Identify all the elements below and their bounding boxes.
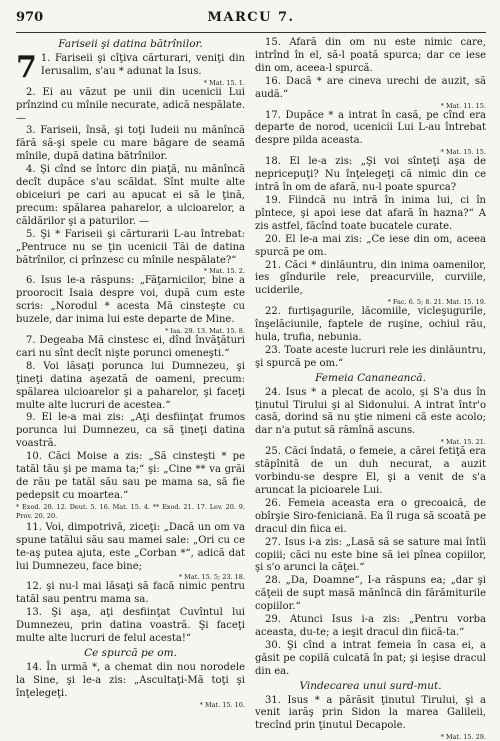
- cross-reference: * Isa. 29. 13. Mat. 15. 8.: [16, 327, 245, 335]
- cross-reference: * Mat. 15. 1.: [16, 79, 245, 87]
- cross-reference: * Mat. 15. 10.: [16, 701, 245, 709]
- section-heading: Femeia Cananeancă.: [255, 372, 486, 385]
- section-heading: Ce spurcă pe om.: [16, 647, 245, 660]
- verse-text: 16. Dacă * are cineva urechi de auzit, să audă.“: [255, 76, 486, 100]
- text-columns: [16, 37, 486, 741]
- verse-29: 29. Atunci Isus i-a zis: „Pentru vorba aceasta, du-te; a ieşit dracul din fiică-ta.“: [255, 614, 486, 640]
- section-heading: Fariseii şi datina bătrînilor.: [16, 38, 245, 51]
- cross-reference: * Mat. 15. 29.: [255, 733, 486, 741]
- verse-8: 8. Voi lăsaţi porunca lui Dumnezeu, şi ţineţi datina aşezată de oameni, precum: spălarea ulcioarelor şi a paharelor, şi faceţi multe alte lucruri de acestea.“: [16, 361, 245, 413]
- verse-text: 17. Dupăce * a intrat în casă, pe cînd era departe de norod, ucenicii Lui L-au întrebat despre pilda aceasta.: [255, 110, 486, 147]
- verse-7: 7. Degeaba Mă cinstesc ei, dînd învăţături cari nu sînt decît nişte porunci omeneşti.“: [16, 335, 245, 361]
- verse-6: [16, 275, 245, 335]
- cross-reference: * Mat. 15. 15.: [255, 148, 486, 156]
- verse-17: [255, 110, 486, 157]
- verse-4: 4. Şi cînd se întorc din piaţă, nu mănîncă decît dupăce s'au scăldat. Sînt multe alte obiceiuri pe cari au apucat ei să le ţină, precum: spălarea paharelor, a ulcioarelor, a căldărilor şi a paturilor. —: [16, 164, 245, 229]
- verse-5: [16, 229, 245, 276]
- verse-11: [16, 522, 245, 582]
- verse-26: 26. Femeia aceasta era o grecoaică, de obîrşie Siro-feniciană. Ea îl ruga să scoată pe dracul din fiica ei.: [255, 498, 486, 537]
- verse-text: 6. Isus le-a răspuns: „Făţarnicilor, bine a proorocit Isaia despre voi, după cum este scris: „Norodul * acesta Mă cinsteşte cu buzele, dar inima lui este departe de Mine.: [16, 275, 245, 325]
- left-column: [16, 37, 245, 741]
- verse-9: 9. El le-a mai zis: „Aţi desfiinţat frumos porunca lui Dumnezeu, ca să ţineţi datina voastră.: [16, 412, 245, 451]
- verse-31: [255, 695, 486, 741]
- verse-text: 14. În urmă *, a chemat din nou norodele la Sine, şi le-a zis: „Ascultaţi-Mă toţi şi înţelegeţi.: [16, 662, 245, 699]
- verse-28: 28. „Da, Doamne“, I-a răspuns ea; „dar şi căţeii de supt masă mănîncă din fărămiturile copiilor.“: [255, 575, 486, 614]
- verse-12: 12. şi nu-l mai lăsaţi să facă nimic pentru tatăl sau pentru mama sa.: [16, 581, 245, 607]
- verse-3: 3. Fariseii, însă, şi toţi Iudeii nu mănîncă fără să-şi spele cu mare băgare de seamă mînile, după datina bătrînilor.: [16, 125, 245, 164]
- right-column: [255, 37, 486, 741]
- verse-15: 15. Afară din om nu este nimic care, intrînd în el, să-l poată spurca; dar ce iese din om, aceea-l spurcă.: [255, 37, 486, 76]
- verse-text: 21. Căci * dinlăuntru, din inima oamenilor, ies gîndurile rele, preacurviile, curviile, uciderile,: [255, 260, 486, 297]
- footnote-references: * Exod. 20. 12. Deut. 5. 16. Mat. 15. 4. ** Exod. 21. 17. Lev. 20. 9. Prov. 20. 20.: [16, 503, 245, 521]
- verse-30: 30. Şi cînd a intrat femeia în casa ei, a găsit pe copilă culcată în pat; şi ieşise dracul din ea.: [255, 640, 486, 679]
- chapter-dropcap: 7: [16, 55, 37, 81]
- verse-24: [255, 387, 486, 447]
- verse-18: 18. El le-a zis: „Şi voi sînteţi aşa de nepricepuţi? Nu înţelegeţi că nimic din ce intră în om de afară, nu-l poate spurca?: [255, 156, 486, 195]
- verse-21: [255, 260, 486, 307]
- verse-10: 10. Căci Moise a zis: „Să cinsteşti * pe tatăl tău şi pe mama ta;“ şi: „Cine ** va grăi de rău pe tatăl său sau pe mama sa, să fie pedepsit cu moartea.“: [16, 451, 245, 503]
- verse-text: 1. Fariseii şi cîţiva cărturari, veniţi din Ierusalim, s'au * adunat la Isus.: [41, 53, 245, 77]
- verse-2: 2. Ei au văzut pe unii din ucenicii Lui prînzind cu mînile necurate, adică nespălate. —: [16, 87, 245, 126]
- cross-reference: * Mat. 15. 21.: [255, 438, 486, 446]
- page-number: 970: [16, 10, 43, 25]
- cross-reference: * Mat. 11. 15.: [255, 102, 486, 110]
- verse-20: 20. El le-a mai zis: „Ce iese din om, aceea spurcă pe om.: [255, 234, 486, 260]
- verse-1: [16, 53, 245, 87]
- verse-text: 5. Şi * Fariseii şi cărturarii L-au întrebat: „Pentruce nu se ţin ucenicii Tăi de datina bătrînilor, ci prînzesc cu mînile nespălate?“: [16, 229, 245, 266]
- verse-13: 13. Şi aşa, aţi desfiinţat Cuvîntul lui Dumnezeu, prin datina voastră. Şi faceţi multe alte lucruri de felul acesta!“: [16, 607, 245, 646]
- verse-text: 24. Isus * a plecat de acolo, şi S'a dus în ţinutul Tirului şi al Sidonului. A intrat într'o casă, dorind să nu ştie nimeni că este acolo; dar n'a putut să rămînă ascuns.: [255, 387, 486, 437]
- verse-22: 22. furtişagurile, lăcomiile, vicleşugurile, înşelăciunile, faptele de ruşine, ochiul rău, hula, trufia, nebunia.: [255, 306, 486, 345]
- verse-27: 27. Isus i-a zis: „Lasă să se sature mai întîi copiii; căci nu este bine să iei pînea copiilor, şi s'o arunci la căţei.“: [255, 537, 486, 576]
- cross-reference: * Mat. 15. 2.: [16, 267, 245, 275]
- cross-reference: * Fac. 6. 5; 8. 21. Mat. 15. 19.: [255, 298, 486, 306]
- verse-23: 23. Toate aceste lucruri rele ies dinlăuntru, şi spurcă pe om.“: [255, 345, 486, 371]
- book-chapter-title: MARCU 7.: [16, 10, 486, 25]
- verse-16: [255, 76, 486, 110]
- page-header: [16, 10, 486, 32]
- verse-25: 25. Căci îndată, o femeie, a cărei fetiţă era stăpînită de un duh necurat, a auzit vorbindu-se despre El, şi a venit de s'a aruncat la picioarele Lui.: [255, 446, 486, 498]
- verse-19: 19. Fiindcă nu intră în inima lui, ci în pîntece, şi apoi iese dat afară în hazna?“ A zis astfel, făcînd toate bucatele curate.: [255, 195, 486, 234]
- verse-14: [16, 662, 245, 709]
- cross-reference: * Mat. 15. 5; 23. 18.: [16, 573, 245, 581]
- verse-text: 11. Voi, dimpotrivă, ziceţi: „Dacă un om va spune tatălui său sau mamei sale: „Ori cu ce te-aş putea ajuta, este „Corban *“, adică dat lui Dumnezeu, face bine;: [16, 522, 245, 572]
- header-rule: [16, 32, 486, 33]
- section-heading: Vindecarea unui surd-mut.: [255, 680, 486, 693]
- verse-text: 31. Isus * a părăsit ţinutul Tirului, şi a venit iarăş prin Sidon la marea Galileii, trecînd prin ţinutul Decapole.: [255, 695, 486, 732]
